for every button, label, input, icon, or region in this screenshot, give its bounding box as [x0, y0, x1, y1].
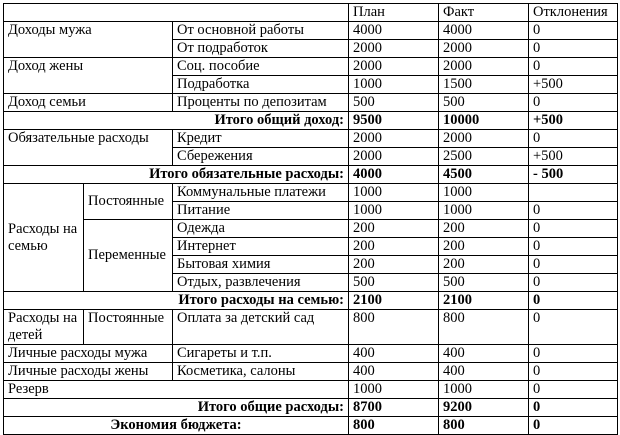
header-deviation: Отклонения [529, 4, 618, 22]
total-fact: 4500 [439, 166, 529, 184]
total-row [4, 166, 618, 184]
family-expenses-label: Расходы на семью [4, 184, 84, 292]
total-plan: 9500 [349, 112, 439, 130]
fact-value: 800 [439, 310, 529, 345]
item-name: Сбережения [173, 148, 349, 166]
total-row [4, 292, 618, 310]
total-fact: 10000 [439, 112, 529, 130]
deviation-value: 0 [529, 345, 618, 363]
table-row [4, 345, 618, 363]
plan-value: 400 [349, 345, 439, 363]
fact-value: 1500 [439, 76, 529, 94]
deviation-value: +500 [529, 148, 618, 166]
deviation-value [529, 184, 618, 202]
deviation-value: 0 [529, 130, 618, 148]
total-fact: 800 [439, 417, 529, 435]
fact-value: 2500 [439, 148, 529, 166]
item-name: Подработка [173, 76, 349, 94]
total-plan: 8700 [349, 399, 439, 417]
item-name: Косметика, салоны [173, 363, 349, 381]
deviation-value: 0 [529, 202, 618, 220]
total-deviation: 0 [529, 399, 618, 417]
deviation-value: 0 [529, 94, 618, 112]
plan-value: 500 [349, 274, 439, 292]
table-row [4, 310, 618, 345]
total-fact: 9200 [439, 399, 529, 417]
plan-value: 4000 [349, 22, 439, 40]
fact-value: 200 [439, 220, 529, 238]
table-row [4, 220, 618, 238]
header-empty-cell [4, 4, 349, 22]
item-name: Питание [173, 202, 349, 220]
deviation-value: 0 [529, 310, 618, 345]
deviation-value: 0 [529, 363, 618, 381]
item-name: Оплата за детский сад [173, 310, 349, 345]
fact-value: 200 [439, 256, 529, 274]
children-expenses-label: Расходы на детей [4, 310, 84, 345]
fact-value: 500 [439, 94, 529, 112]
total-family-label: Итого расходы на семью: [4, 292, 349, 310]
item-name: Интернет [173, 238, 349, 256]
table-row [4, 22, 618, 40]
table-row [4, 130, 618, 148]
deviation-value: 0 [529, 381, 618, 399]
item-name: Бытовая химия [173, 256, 349, 274]
table-row [4, 381, 618, 399]
deviation-value: 0 [529, 220, 618, 238]
total-row [4, 399, 618, 417]
wife-personal-label: Личные расходы жены [4, 363, 173, 381]
item-name: Сигареты и т.п. [173, 345, 349, 363]
plan-value: 2000 [349, 130, 439, 148]
item-name: Соц. пособие [173, 58, 349, 76]
deviation-value: +500 [529, 76, 618, 94]
table-row [4, 94, 618, 112]
item-name: Отдых, развлечения [173, 274, 349, 292]
wife-income-label: Доход жены [4, 58, 173, 94]
plan-value: 800 [349, 310, 439, 345]
total-plan: 4000 [349, 166, 439, 184]
plan-value: 400 [349, 363, 439, 381]
fact-value: 200 [439, 238, 529, 256]
deviation-value: 0 [529, 22, 618, 40]
fact-value: 4000 [439, 22, 529, 40]
total-deviation: - 500 [529, 166, 618, 184]
total-fact: 2100 [439, 292, 529, 310]
plan-value: 200 [349, 238, 439, 256]
plan-value: 1000 [349, 76, 439, 94]
variable-label: Переменные [84, 220, 173, 292]
plan-value: 2000 [349, 148, 439, 166]
item-name: Одежда [173, 220, 349, 238]
fact-value: 1000 [439, 184, 529, 202]
total-deviation: +500 [529, 112, 618, 130]
total-income-label: Итого общий доход: [4, 112, 349, 130]
plan-value: 500 [349, 94, 439, 112]
deviation-value: 0 [529, 58, 618, 76]
plan-value: 200 [349, 220, 439, 238]
permanent-label: Постоянные [84, 310, 173, 345]
total-row [4, 417, 618, 435]
fact-value: 2000 [439, 130, 529, 148]
item-name: Кредит [173, 130, 349, 148]
table-row [4, 363, 618, 381]
mandatory-label: Обязательные расходы [4, 130, 173, 166]
budget-table [3, 3, 618, 435]
item-name: От подработок [173, 40, 349, 58]
total-plan: 800 [349, 417, 439, 435]
deviation-value: 0 [529, 238, 618, 256]
husband-income-label: Доходы мужа [4, 22, 173, 58]
item-name: Коммунальные платежи [173, 184, 349, 202]
fact-value: 2000 [439, 58, 529, 76]
plan-value: 1000 [349, 184, 439, 202]
fact-value: 2000 [439, 40, 529, 58]
fact-value: 1000 [439, 202, 529, 220]
plan-value: 200 [349, 256, 439, 274]
header-fact: Факт [439, 4, 529, 22]
deviation-value: 0 [529, 274, 618, 292]
total-row [4, 112, 618, 130]
plan-value: 2000 [349, 58, 439, 76]
item-name: От основной работы [173, 22, 349, 40]
husband-personal-label: Личные расходы мужа [4, 345, 173, 363]
permanent-label: Постоянные [84, 184, 173, 220]
fact-value: 400 [439, 363, 529, 381]
total-mandatory-label: Итого обязательные расходы: [4, 166, 349, 184]
table-row [4, 58, 618, 76]
total-deviation: 0 [529, 417, 618, 435]
fact-value: 400 [439, 345, 529, 363]
reserve-label: Резерв [4, 381, 349, 399]
fact-value: 1000 [439, 381, 529, 399]
fact-value: 500 [439, 274, 529, 292]
item-name: Проценты по депозитам [173, 94, 349, 112]
table-row [4, 184, 618, 202]
total-deviation: 0 [529, 292, 618, 310]
header-row [4, 4, 618, 22]
header-plan: План [349, 4, 439, 22]
plan-value: 1000 [349, 202, 439, 220]
plan-value: 1000 [349, 381, 439, 399]
total-plan: 2100 [349, 292, 439, 310]
plan-value: 2000 [349, 40, 439, 58]
total-expenses-label: Итого общие расходы: [4, 399, 349, 417]
family-income-label: Доход семьи [4, 94, 173, 112]
budget-savings-label: Экономия бюджета: [4, 417, 349, 435]
deviation-value: 0 [529, 256, 618, 274]
deviation-value: 0 [529, 40, 618, 58]
